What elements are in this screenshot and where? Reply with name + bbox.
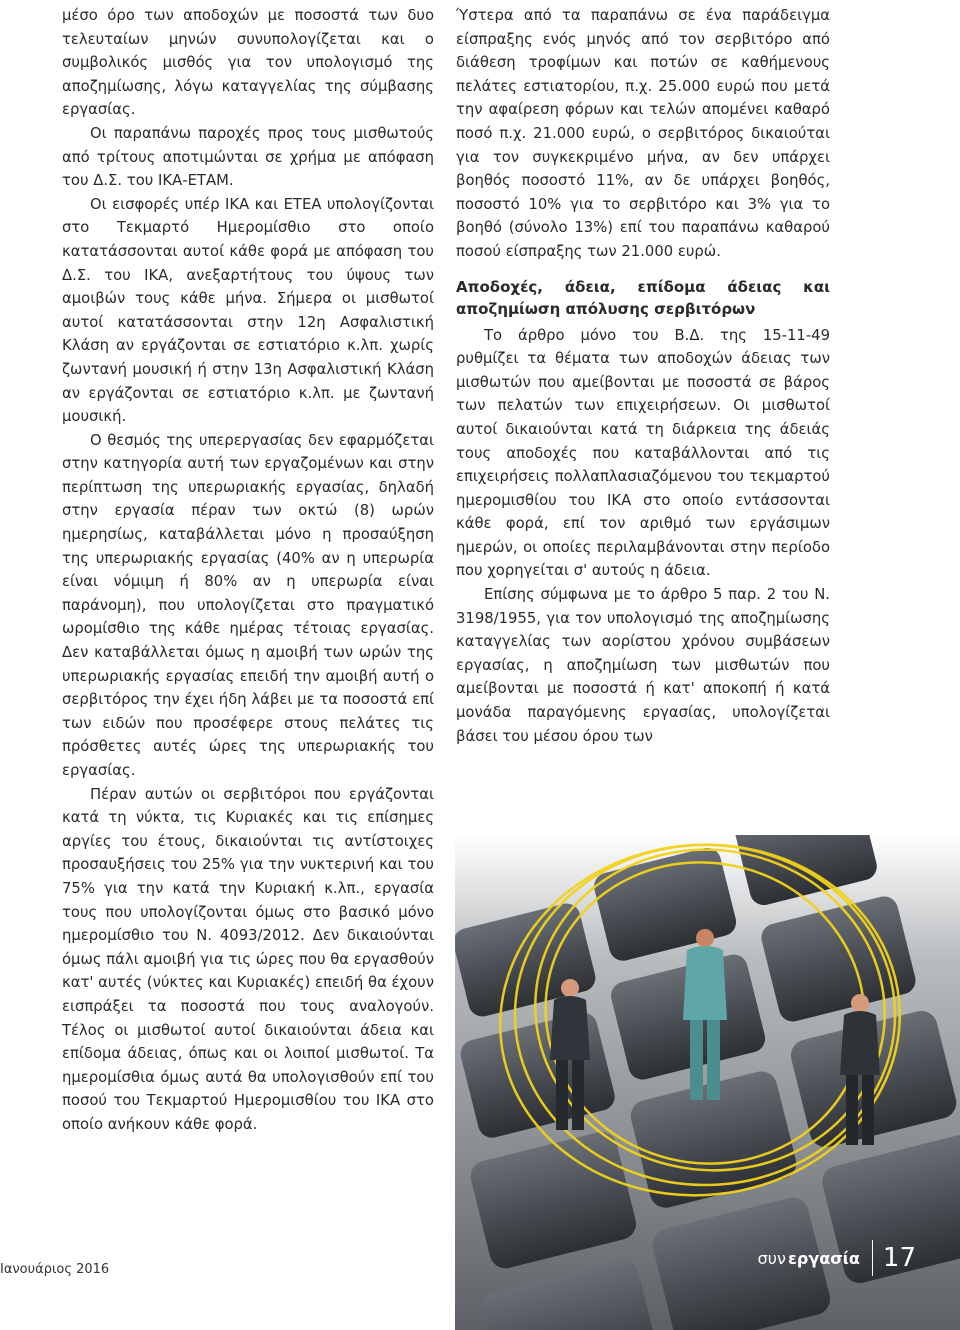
section-heading: Αποδοχές, άδεια, επίδομα άδειας και αποζημίωση απόλυσης σερβιτόρων <box>456 277 830 318</box>
left-paragraph-2: Οι παραπάνω παροχές προς τους μισθωτούς από τρίτους αποτιμώνται σε χρήμα με απόφαση του Δ.Σ. του ΙΚΑ-ΕΤΑΜ. <box>62 124 434 190</box>
left-column <box>62 4 434 1137</box>
left-paragraph-5: Πέραν αυτών οι σερβιτόροι που εργάζονται κατά τη νύκτα, τις Κυριακές και τις επίσημες αργίες του έτους, δικαιούνται τις αντίστοιχες προσαυξήσεις του 25% για την νυκτερινή και του 75% για την κατά την Κυριακή κ.λπ., εργασία τους που υπολογίζονται όμως στο βασικό μόνο ημερομίσθιο του Ν. 4093/2012. Δεν δικαιούνται όμως πάλι αμοιβή για τις ώρες που θα εργασθούν κατ' αυτές (νύκτες και Κυριακές) επειδή θα έχουν εισπράξει τα ποσοστά που τους αναλογούν. Τέλος οι μισθωτοί αυτοί δικαιούνται άδεια και επίδομα άδειας, όπως και οι λοιποί μισθωτοί. Τα ημερομίσθια όμως αυτά θα υπολογισθούν επί του ποσού του Τεκμαρτού Ημερομισθίου του ΙΚΑ στο οποίο ανήκουν κάθε φορά. <box>62 785 434 1133</box>
brand-prefix: συν <box>757 1248 786 1268</box>
brand-name: εργασία <box>787 1248 860 1268</box>
right-paragraph-2: Επίσης σύμφωνα με το άρθρο 5 παρ. 2 του Ν. 3198/1955, για τον υπολογισμό της αποζημίωσης καταγγελίας των αορίστου χρόνου συμβάσεων εργασίας, η αποζημίωση των μισθωτών που αμείβονται με ποσοστά ή κατ' αποκοπή ή κατά μονάδα παραγόμενης εργασίας, υπολογίζεται βάσει του μέσου όρου των <box>456 586 830 745</box>
left-paragraph-1: μέσο όρο των αποδοχών με ποσοστά των δυο τελευταίων μηνών συνυπολογίζεται και ο συμβολικός μισθός για τον υπολογισμό της αποζημίωσης, λόγω καταγγελίας της σύμβασης εργασίας. <box>62 7 434 119</box>
left-paragraph-4: Ο θεσμός της υπερεργασίας δεν εφαρμόζεται στην κατηγορία αυτή των εργαζομένων και στην περίπτωση της υπερωριακής εργασίας, δηλαδή στην εργασία πέραν των οκτώ (8) ωρών ημερησίως, καταβάλλεται μόνο η προσαύξηση της υπερωριακής εργασίας (40% αν η υπερωρία είναι νόμιμη ή 80% αν η υπερωρία είναι παράνομη), που υπολογίζεται στο πραγματικό ωρομίσθιο της κάθε ημέρας τέτοιας εργασίας. Δεν καταβάλλεται όμως η αμοιβή των ωρών της υπερωριακής εργασίας επειδή την αμοιβή αυτή ο σερβιτόρος την έχει ήδη λάβει με τα ποσοστά επί των ειδών που προσέφερε στους πελάτες τις πρόσθετες αυτές ώρες της υπερωριακής του εργασίας. <box>62 431 434 779</box>
right-intro-paragraph: Ύστερα από τα παραπάνω σε ένα παράδειγμα είσπραξης ενός μηνός από τον σερβιτόρο από διάθεση τροφίμων και ποτών σε καθήμενους πελάτες εστιατορίου, π.χ. 25.000 ευρώ που μετά την αφαίρεση φόρων και τελών απομένει καθαρό ποσό π.χ. 21.000 ευρώ, ο σερβιτόρος δικαιούται για τον συγκεκριμένο μήνα, αν δεν υπάρχει βοηθός ποσοστό 11%, αν δε υπάρχει βοηθός, ποσοστό 10% για το σερβιτόρο και 3% για το βοηθό (σύνολο 13%) επί του παραπάνω καθαρού ποσού είσπραξης των 21.000 ευρώ. <box>456 7 830 260</box>
left-paragraph-3: Οι εισφορές υπέρ ΙΚΑ και ΕΤΕΑ υπολογίζονται στο Τεκμαρτό Ημερομίσθιο στο οποίο κατατάσσονται αυτοί κάθε φορά με απόφαση του Δ.Σ. του ΙΚΑ, ανεξαρτήτους του ύψους των αμοιβών τους κάθε μήνα. Σήμερα οι μισθωτοί αυτοί κατατάσσονται στην 12η Ασφαλιστική Κλάση αν εργάζονται σε εστιατόριο κ.λπ. χωρίς ζωντανή μουσική ή στην 13η Ασφαλιστική Κλάση αν εργάζονται σε εστιατόριο κ.λπ. με ζωντανή μουσική. <box>62 195 434 426</box>
page-number: 17 <box>882 1243 916 1273</box>
issue-date: Ιανουάριος 2016 <box>0 1262 110 1277</box>
footer-branding <box>758 1240 916 1276</box>
right-column <box>456 4 830 748</box>
right-paragraph-1: Το άρθρο μόνο του Β.Δ. της 15-11-49 ρυθμίζει τα θέματα των αποδοχών άδειας των μισθωτών που αμείβονται με ποσοστά σε βάρος των πελατών των επιχειρήσεων. Οι μισθωτοί αυτοί δικαιούνται κατά τη διάρκεια της άδειάς τους αποδοχές που καταβάλλονται από τις επιχειρήσεις πολλαπλασιαζόμενου του τεκμαρτού ημερομισθίου του ΙΚΑ στο οποίο εντάσσονται κάθε φορά, επί τον αριθμό των εργάσιμων ημερών, οι οποίες περιλαμβάνονται στην περίοδο που χορηγείται σ' αυτούς η άδεια. <box>456 326 830 580</box>
page-number-divider <box>872 1240 873 1276</box>
